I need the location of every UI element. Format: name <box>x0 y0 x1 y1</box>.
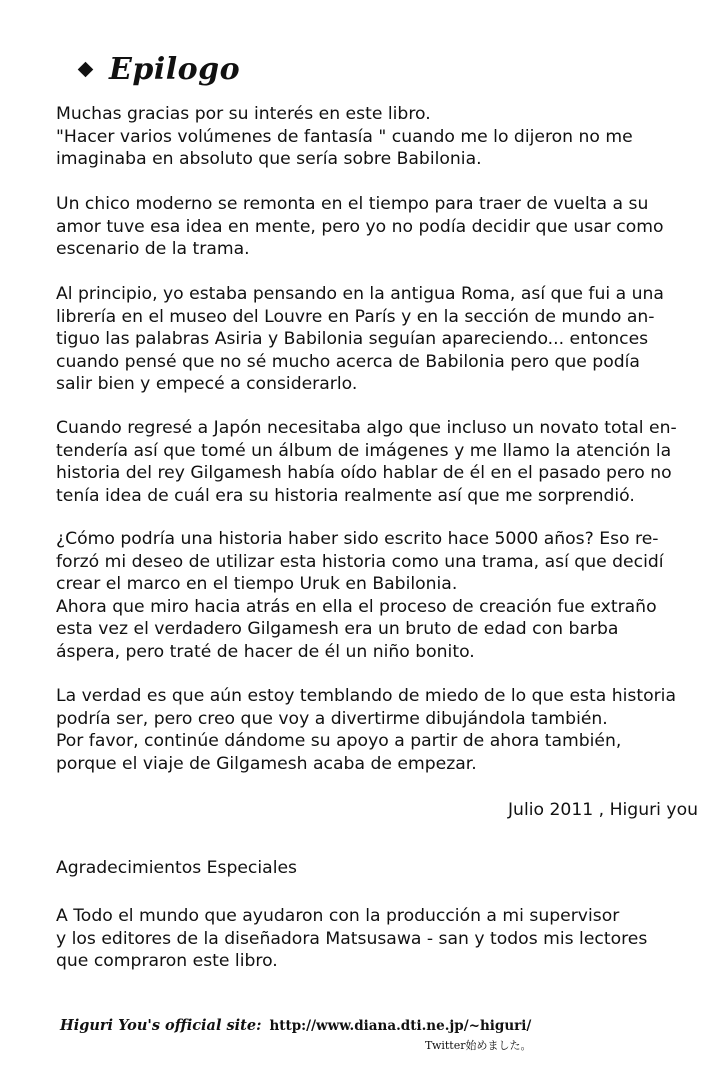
text-line: tenía idea de cuál era su historia realmente así que me sorprendió. <box>56 485 635 506</box>
text-line: salir bien y empecé a considerarlo. <box>56 374 358 395</box>
footer <box>60 1017 531 1034</box>
paragraph-2 <box>56 193 696 261</box>
text-line: crear el marco en el tiempo Uruk en Babilonia. <box>56 574 458 595</box>
acknowledgements-paragraph <box>56 905 696 973</box>
official-site-link[interactable]: http://www.diana.dti.ne.jp/~higuri/ <box>269 1018 532 1034</box>
text-line: podría ser, pero creo que voy a divertirme dibujándola también. <box>56 708 608 729</box>
text-line: "Hacer varios volúmenes de fantasía " cuando me lo dijeron no me <box>56 126 633 147</box>
text-line: Cuando regresé a Japón necesitaba algo que incluso un novato total en- <box>56 418 677 438</box>
text-line: Al principio, yo estaba pensando en la antigua Roma, así que fui a una <box>56 284 664 304</box>
text-line: imaginaba en absoluto que sería sobre Babilonia. <box>56 149 482 170</box>
text-line: escenario de la trama. <box>56 239 250 260</box>
text-line: Un chico moderno se remonta en el tiempo para traer de vuelta a su <box>56 194 649 214</box>
text-line: A Todo el mundo que ayudaron con la producción a mi supervisor <box>56 906 620 926</box>
paragraph-3 <box>56 283 696 396</box>
paragraph-6 <box>56 685 696 775</box>
acknowledgements-title: Agradecimientos Especiales <box>56 858 297 878</box>
text-line: esta vez el verdadero Gilgamesh era un bruto de edad con barba <box>56 619 619 640</box>
text-line: Por favor, continúe dándome su apoyo a partir de ahora también, <box>56 731 622 752</box>
text-line: amor tuve esa idea en mente, pero yo no podía decidir que usar como <box>56 216 664 237</box>
text-line: librería en el museo del Louvre en París y en la sección de mundo an- <box>56 306 655 327</box>
text-line: Muchas gracias por su interés en este libro. <box>56 104 431 124</box>
text-line: Ahora que miro hacia atrás en ella el proceso de creación fue extraño <box>56 596 657 617</box>
paragraph-1 <box>56 103 696 171</box>
text-line: porque el viaje de Gilgamesh acaba de empezar. <box>56 753 477 774</box>
page-title: Epilogo <box>109 52 241 87</box>
text-line: que compraron este libro. <box>56 951 278 972</box>
diamond-bullet-icon <box>78 62 94 78</box>
text-line: ¿Cómo podría una historia haber sido escrito hace 5000 años? Eso re- <box>56 529 659 549</box>
signature: Julio 2011 , Higuri you <box>507 800 698 820</box>
paragraph-4 <box>56 417 696 507</box>
twitter-note: Twitter始めました。 <box>425 1039 532 1052</box>
text-line: tendería así que tomé un álbum de imágenes y me llamo la atención la <box>56 440 672 461</box>
text-line: y los editores de la diseñadora Matsusawa - san y todos mis lectores <box>56 928 648 949</box>
text-line: forzó mi deseo de utilizar esta historia como una trama, así que decidí <box>56 551 664 572</box>
footer-label: Higuri You's official site: <box>60 1017 262 1034</box>
text-line: cuando pensé que no sé mucho acerca de Babilonia pero que podía <box>56 351 640 372</box>
text-line: La verdad es que aún estoy temblando de miedo de lo que esta historia <box>56 686 676 706</box>
text-line: historia del rey Gilgamesh había oído hablar de él en el pasado pero no <box>56 463 672 484</box>
text-line: tiguo las palabras Asiria y Babilonia seguían apareciendo... entonces <box>56 329 649 350</box>
title-row <box>80 52 240 87</box>
text-line: áspera, pero traté de hacer de él un niño bonito. <box>56 641 475 662</box>
paragraph-5 <box>56 528 696 664</box>
